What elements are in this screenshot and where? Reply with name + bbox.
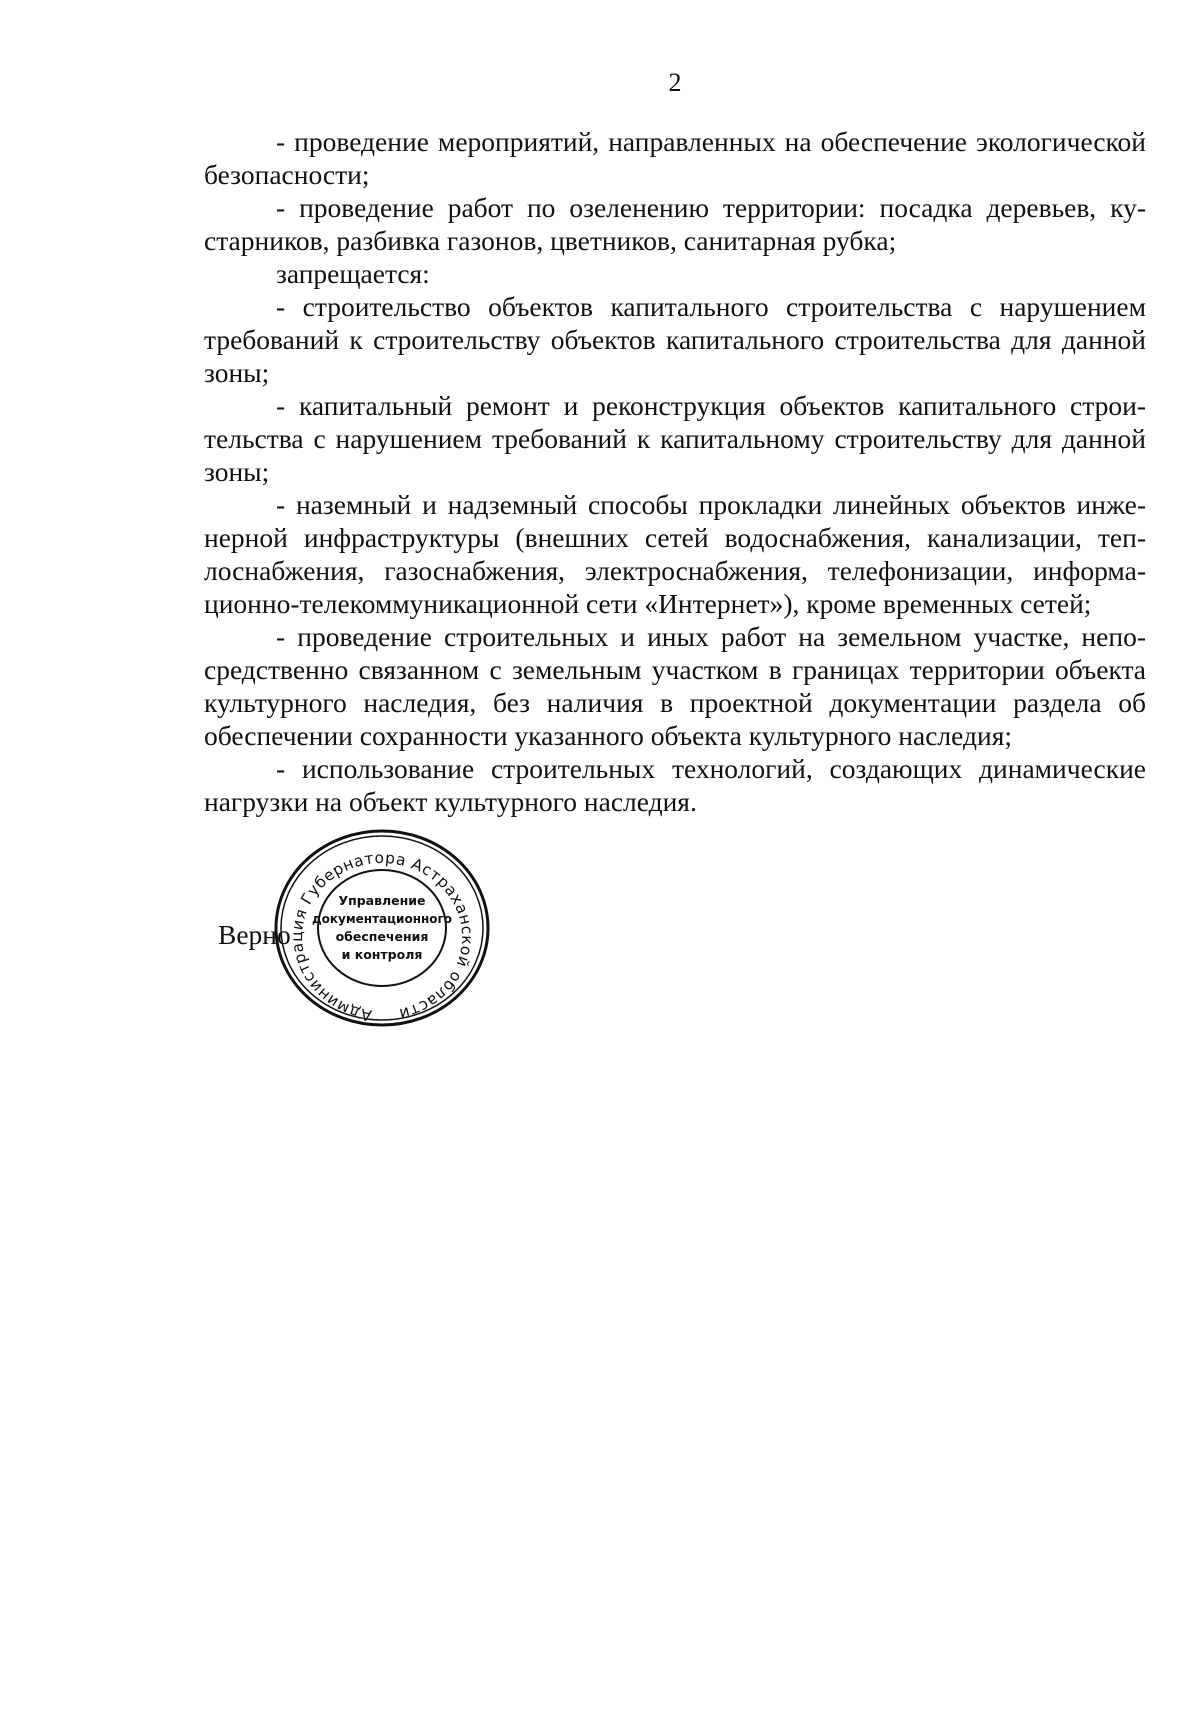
list-item: - строительство объектов капитального строительства с нарушением требований к строительству объектов капитального строительства для данной зоны;	[204, 291, 1146, 388]
seal-inner-ring	[318, 870, 446, 986]
list-item: - проведение работ по озеленению территории: посадка деревьев, кустарников, разбивка газонов, цветников, санитарная рубка;	[204, 192, 1146, 256]
seal-center-line: документационного	[311, 912, 453, 926]
section-heading: запрещается:	[276, 258, 430, 289]
list-item: - использование строительных технологий, создающих динамические нагрузки на объект культурного наследия.	[204, 753, 1146, 817]
document-body	[204, 125, 1146, 818]
seal-center-line: и контроля	[341, 947, 423, 962]
list-item: - капитальный ремонт и реконструкция объектов капитального строительства с нарушением требований к капитальному строительству для данной зоны;	[204, 390, 1146, 487]
seal-ring-text: Администрация Губернатора Астраханской области	[287, 848, 477, 1025]
list-item: - проведение строительных и иных работ на земельном участке, непосредственно связанном с земельным участком в границах территории объекта культурного наследия, без наличия в проектной документации раздела об обеспечении сохранности указанного объекта культурного наследия;	[204, 621, 1146, 751]
official-seal	[268, 823, 496, 1033]
seal-center-line: обеспечения	[335, 929, 429, 944]
signature-verno: Верно	[218, 919, 291, 950]
seal-center-line: Управление	[338, 893, 426, 908]
seal-graphic	[268, 823, 496, 1033]
list-item: - проведение мероприятий, направленных на обеспечение экологической безопасности;	[204, 126, 1146, 190]
list-item: - наземный и надземный способы прокладки линейных объектов инженерной инфраструктуры (внешних сетей водоснабжения, канализации, теплоснабжения, газоснабжения, электроснабжения, телефонизации, информационно-телекоммуникационной сети «Интернет»), кроме временных сетей;	[204, 489, 1146, 619]
page-number: 2	[668, 68, 682, 97]
